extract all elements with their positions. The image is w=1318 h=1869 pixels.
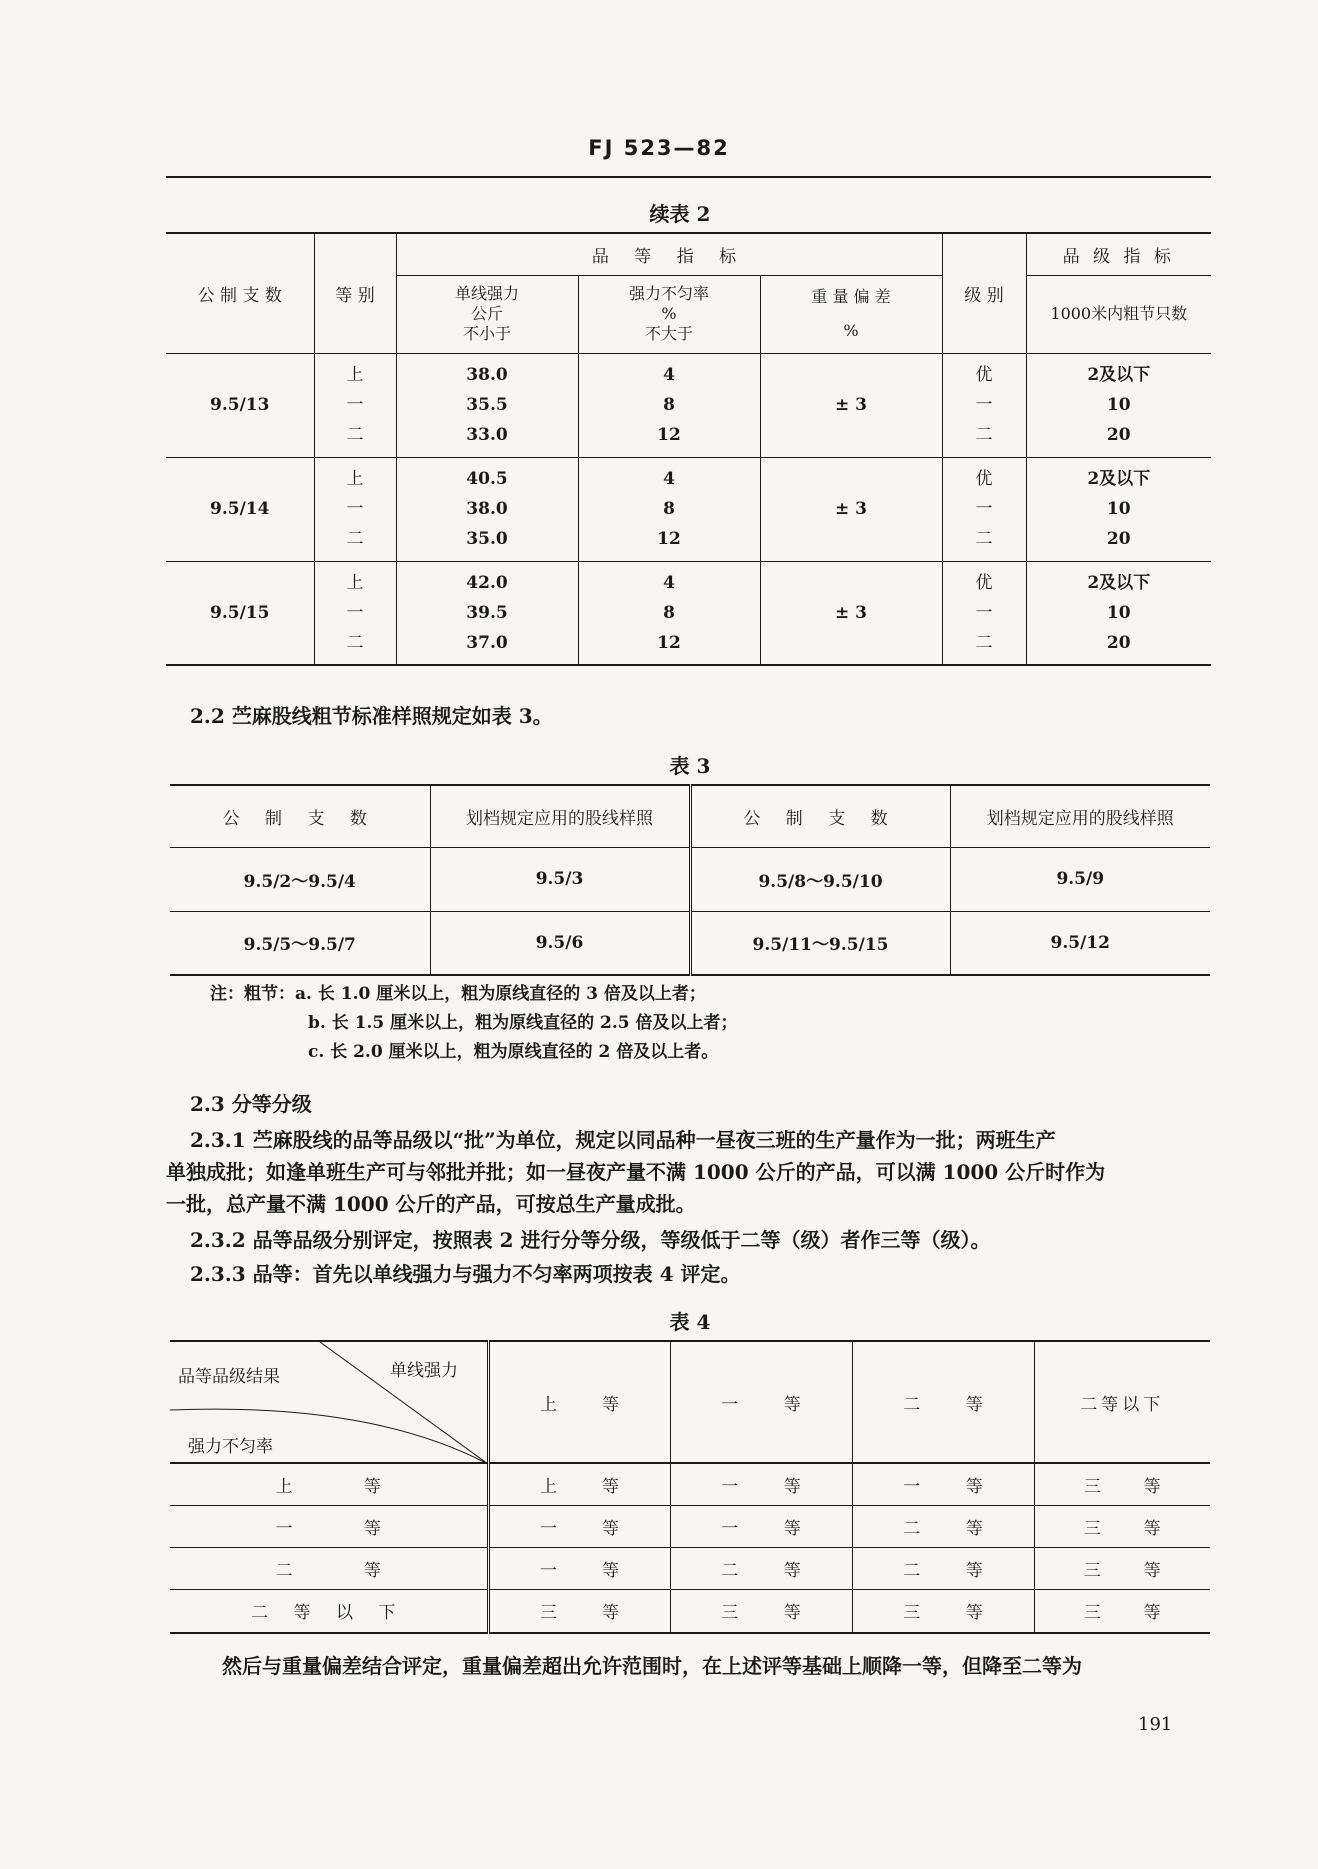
section-2-3-1: 2.3.1 苎麻股线的品等品级以“批”为单位，规定以同品种一昼夜三班的生产量作为一批；两班生产 单独成批；如逢单班生产可与邻批并批；如一昼夜产量不满 1000 公斤的产品，可以满 1000 公斤时作为 一批，总产量不满 1000 公斤的产品，可按总生产量成批。 bbox=[166, 1128, 1106, 1216]
t4-cell: 二 等 bbox=[852, 1547, 1034, 1589]
section-2-3-3: 2.3.3 品等：首先以单线强力与强力不匀率两项按表 4 评定。 bbox=[190, 1262, 741, 1286]
t2-levels: 优 一 二 bbox=[942, 457, 1026, 561]
t4-cell: 三 等 bbox=[670, 1589, 852, 1633]
t3-cell: 9.5/11～9.5/15 bbox=[690, 911, 950, 975]
t4-cell: 三 等 bbox=[1034, 1547, 1210, 1589]
t2-header-strength: 单线强力 公斤 不小于 bbox=[396, 275, 578, 353]
t3-cell: 9.5/5～9.5/7 bbox=[170, 911, 430, 975]
t4-cell: 一 等 bbox=[488, 1505, 670, 1547]
t2-cv: 4 8 12 bbox=[578, 561, 760, 665]
t3-cell: 9.5/9 bbox=[950, 847, 1210, 911]
t4-cell: 三 等 bbox=[488, 1589, 670, 1633]
t4-row-header: 一 等 bbox=[170, 1505, 488, 1547]
t4-cell: 一 等 bbox=[670, 1505, 852, 1547]
table2-caption: 续表 2 bbox=[649, 202, 711, 226]
t3-row bbox=[170, 911, 1210, 975]
note-b: b. 长 1.5 厘米以上，粗为原线直径的 2.5 倍及以上者； bbox=[308, 1013, 738, 1033]
t2-header-slub: 1000米内粗节只数 bbox=[1026, 275, 1211, 353]
t4-cell: 三 等 bbox=[1034, 1505, 1210, 1547]
t2-header-level-group: 品 级 指 标 bbox=[1026, 233, 1211, 275]
t4-col-header: 二 等 bbox=[852, 1341, 1034, 1463]
t2-weight: ± 3 bbox=[760, 561, 942, 665]
section-2-2: 2.2 苎麻股线粗节标准样照规定如表 3。 bbox=[190, 704, 553, 728]
t2-count: 9.5/13 bbox=[166, 353, 314, 457]
t2-header-cv: 强力不匀率 % 不大于 bbox=[578, 275, 760, 353]
t4-cell: 二 等 bbox=[852, 1505, 1034, 1547]
t2-strength: 38.0 35.5 33.0 bbox=[396, 353, 578, 457]
notes bbox=[210, 980, 738, 1067]
t4-cell: 上 等 bbox=[488, 1463, 670, 1505]
t4-col-header: 二等以下 bbox=[1034, 1341, 1210, 1463]
table3 bbox=[170, 784, 1210, 976]
t2-header-quality-group: 品 等 指 标 bbox=[396, 233, 942, 275]
t4-row bbox=[170, 1463, 1210, 1505]
t2-levels: 优 一 二 bbox=[942, 353, 1026, 457]
t3-header-count-left: 公 制 支 数 bbox=[170, 785, 430, 847]
t4-cell: 一 等 bbox=[852, 1463, 1034, 1505]
t2-header-level: 级 别 bbox=[942, 233, 1026, 353]
t2-levels: 优 一 二 bbox=[942, 561, 1026, 665]
t4-corner-top-right: 单线强力 bbox=[390, 1361, 458, 1381]
t4-corner-cell bbox=[170, 1341, 488, 1463]
note-c: c. 长 2.0 厘米以上，粗为原线直径的 2 倍及以上者。 bbox=[308, 1042, 719, 1062]
t2-header-count: 公 制 支 数 bbox=[166, 233, 314, 353]
t4-row bbox=[170, 1505, 1210, 1547]
t2-slubs: 2及以下 10 20 bbox=[1026, 353, 1211, 457]
t3-cell: 9.5/6 bbox=[430, 911, 690, 975]
t4-cell: 三 等 bbox=[1034, 1463, 1210, 1505]
t2-count: 9.5/15 bbox=[166, 561, 314, 665]
t4-cell: 一 等 bbox=[488, 1547, 670, 1589]
note-a: 注：粗节：a. 长 1.0 厘米以上，粗为原线直径的 3 倍及以上者； bbox=[210, 984, 706, 1004]
t4-cell: 一 等 bbox=[670, 1463, 852, 1505]
t4-col-header: 上 等 bbox=[488, 1341, 670, 1463]
t3-row bbox=[170, 847, 1210, 911]
t2-strength: 40.5 38.0 35.0 bbox=[396, 457, 578, 561]
table4-caption: 表 4 bbox=[669, 1310, 711, 1334]
t3-header-sample-right: 划档规定应用的股线样照 bbox=[950, 785, 1210, 847]
table3-caption: 表 3 bbox=[669, 754, 711, 778]
t4-cell: 三 等 bbox=[852, 1589, 1034, 1633]
t4-row-header: 二 等 bbox=[170, 1547, 488, 1589]
page-number: 191 bbox=[1138, 1714, 1173, 1735]
t4-col-header: 一 等 bbox=[670, 1341, 852, 1463]
t2-grades: 上 一 二 bbox=[314, 457, 396, 561]
closing-paragraph: 然后与重量偏差结合评定，重量偏差超出允许范围时，在上述评等基础上顺降一等，但降至二等为 bbox=[222, 1654, 1082, 1678]
t4-cell: 二 等 bbox=[670, 1547, 852, 1589]
t2-slubs: 2及以下 10 20 bbox=[1026, 457, 1211, 561]
t4-corner-middle: 品等品级结果 bbox=[178, 1367, 280, 1387]
t3-cell: 9.5/3 bbox=[430, 847, 690, 911]
section-2-3: 2.3 分等分级 bbox=[190, 1092, 312, 1116]
t2-strength: 42.0 39.5 37.0 bbox=[396, 561, 578, 665]
t2-count: 9.5/14 bbox=[166, 457, 314, 561]
t2-grades: 上 一 二 bbox=[314, 353, 396, 457]
t4-row-header: 二 等 以 下 bbox=[170, 1589, 488, 1633]
t3-cell: 9.5/12 bbox=[950, 911, 1210, 975]
t4-row bbox=[170, 1589, 1210, 1633]
t2-weight: ± 3 bbox=[760, 457, 942, 561]
t4-row-header: 上 等 bbox=[170, 1463, 488, 1505]
t2-grades: 上 一 二 bbox=[314, 561, 396, 665]
header-rule bbox=[166, 176, 1211, 178]
t4-row bbox=[170, 1547, 1210, 1589]
t2-weight: ± 3 bbox=[760, 353, 942, 457]
t3-header-sample-left: 划档规定应用的股线样照 bbox=[430, 785, 690, 847]
table2 bbox=[166, 232, 1211, 666]
t2-header-weight: 重 量 偏 差 % bbox=[760, 275, 942, 353]
t4-cell: 三 等 bbox=[1034, 1589, 1210, 1633]
t2-cv: 4 8 12 bbox=[578, 353, 760, 457]
t2-slubs: 2及以下 10 20 bbox=[1026, 561, 1211, 665]
t3-cell: 9.5/2～9.5/4 bbox=[170, 847, 430, 911]
t3-header-count-right: 公 制 支 数 bbox=[690, 785, 950, 847]
t2-group-row bbox=[166, 353, 1211, 457]
t3-cell: 9.5/8～9.5/10 bbox=[690, 847, 950, 911]
table4 bbox=[170, 1340, 1210, 1634]
t2-group-row bbox=[166, 561, 1211, 665]
t4-corner-bottom-left: 强力不匀率 bbox=[188, 1437, 273, 1457]
section-2-3-2: 2.3.2 品等品级分别评定，按照表 2 进行分等分级，等级低于二等（级）者作三等（级）。 bbox=[190, 1228, 991, 1252]
t2-cv: 4 8 12 bbox=[578, 457, 760, 561]
document-code: FJ 523—82 bbox=[588, 136, 730, 160]
t2-group-row bbox=[166, 457, 1211, 561]
t2-header-grade: 等 别 bbox=[314, 233, 396, 353]
